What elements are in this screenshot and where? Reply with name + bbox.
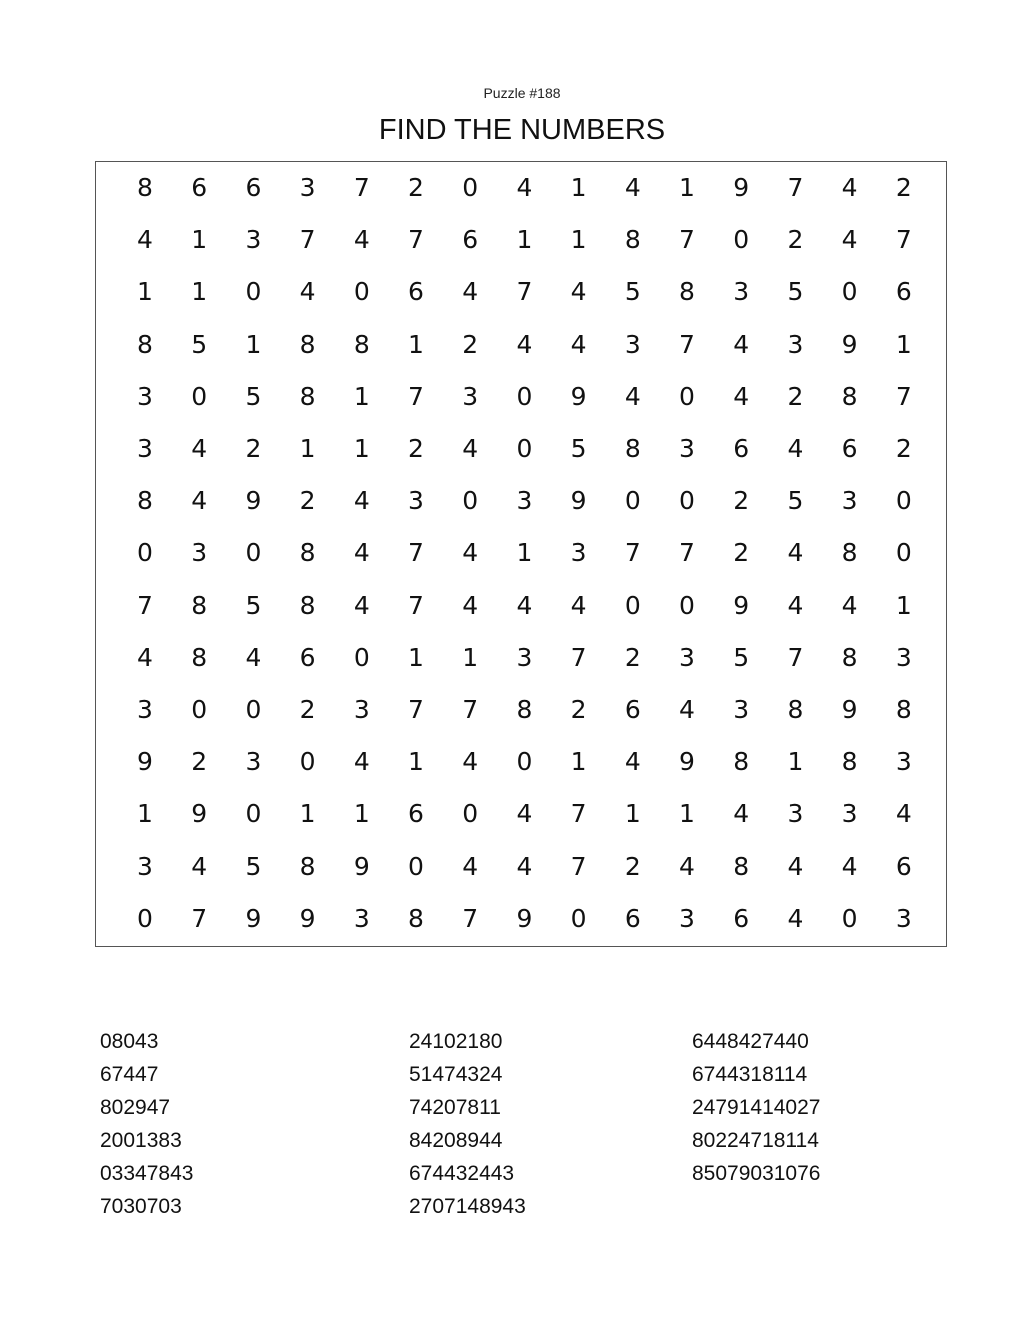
grid-cell[interactable]: 9 [191,799,208,829]
grid-cell[interactable]: 8 [191,642,208,672]
word-item: 7030703 [100,1195,182,1218]
grid-cell[interactable]: 4 [787,434,804,463]
grid-cell[interactable]: 6 [733,903,750,933]
grid-cell[interactable]: 3 [191,538,208,568]
grid-cell[interactable]: 5 [787,486,804,516]
grid-cell[interactable]: 2 [787,225,804,255]
grid-cell[interactable]: 9 [841,695,858,724]
grid-cell[interactable]: 0 [245,538,262,568]
grid-cell[interactable]: 0 [841,277,858,307]
grid-cell[interactable]: 3 [353,695,370,724]
grid-cell[interactable]: 2 [895,434,912,463]
word-item: 51474324 [409,1063,503,1086]
grid-cell[interactable]: 8 [895,695,912,724]
grid-cell[interactable]: 0 [462,799,479,829]
grid-cell[interactable]: 7 [408,590,424,620]
grid-cell[interactable]: 3 [624,329,641,359]
grid-cell[interactable]: 3 [895,642,912,672]
grid-cell[interactable]: 0 [353,642,370,672]
grid-row [96,527,946,579]
grid-cell[interactable]: 7 [408,381,424,411]
grid-cell[interactable]: 3 [516,642,533,672]
grid-cell[interactable]: 9 [679,747,695,777]
puzzle-number: Puzzle #188 [483,85,561,101]
grid-cell[interactable]: 8 [733,747,750,777]
grid-cell[interactable]: 8 [624,434,641,463]
word-item: 6744318114 [692,1063,808,1086]
word-item: 08043 [100,1030,159,1053]
grid-cell[interactable]: 2 [624,851,641,881]
grid-cell[interactable]: 5 [624,277,641,307]
grid-cell[interactable]: 8 [299,381,316,411]
grid-cell[interactable]: 4 [841,225,858,255]
grid-cell[interactable]: 3 [733,695,750,724]
grid-cell[interactable]: 4 [516,590,533,620]
grid-cell[interactable]: 4 [624,173,641,202]
grid-cell[interactable]: 1 [299,799,316,829]
grid-cell[interactable]: 4 [137,225,153,255]
grid-cell[interactable]: 4 [137,642,153,672]
grid-cell[interactable]: 0 [462,173,479,202]
grid-cell[interactable]: 0 [624,590,641,620]
grid-cell[interactable]: 4 [353,747,370,777]
grid-cell[interactable]: 3 [679,903,695,933]
grid-cell[interactable]: 0 [245,277,262,307]
grid-cell[interactable]: 1 [191,225,208,255]
grid-cell[interactable]: 9 [137,747,153,777]
grid-cell[interactable]: 9 [733,590,750,620]
grid-cell[interactable]: 2 [733,486,750,516]
grid-cell[interactable]: 6 [624,695,641,724]
grid-cell[interactable]: 3 [679,434,695,463]
grid-cell[interactable]: 3 [841,486,858,516]
grid-cell[interactable]: 3 [733,277,750,307]
grid-cell[interactable]: 0 [679,590,695,620]
grid-cell[interactable]: 2 [787,381,804,411]
grid-cell[interactable]: 3 [679,642,695,672]
grid-cell[interactable]: 5 [570,434,587,463]
grid-cell[interactable]: 1 [408,747,424,777]
grid-cell[interactable]: 8 [299,538,316,568]
grid-row [96,841,946,893]
grid-cell[interactable]: 3 [841,799,858,829]
grid-row [96,736,946,788]
grid-cell[interactable]: 6 [462,225,479,255]
grid-cell[interactable]: 9 [570,381,587,411]
grid-cell[interactable]: 2 [408,434,424,463]
word-item: 24791414027 [692,1096,821,1119]
grid-cell[interactable]: 0 [353,277,370,307]
grid-cell[interactable]: 7 [787,642,804,672]
grid-row [96,319,946,371]
grid-cell[interactable]: 7 [408,695,424,724]
grid-cell[interactable]: 0 [299,747,316,777]
grid-cell[interactable]: 8 [408,903,424,933]
grid-cell[interactable]: 8 [841,381,858,411]
grid-cell[interactable]: 6 [408,277,424,307]
grid-row [96,684,946,736]
grid-cell[interactable]: 0 [841,903,858,933]
grid-row [96,475,946,527]
grid-cell[interactable]: 1 [408,642,424,672]
grid-cell[interactable]: 1 [895,329,912,359]
grid-cell[interactable]: 6 [733,434,750,463]
grid-cell[interactable]: 0 [408,851,424,881]
grid-cell[interactable]: 7 [408,225,424,255]
grid-cell[interactable]: 1 [245,329,262,359]
grid-cell[interactable]: 0 [895,486,912,516]
grid-cell[interactable]: 3 [462,381,479,411]
grid-cell[interactable]: 3 [137,695,153,724]
grid-cell[interactable]: 9 [733,173,750,202]
grid-cell[interactable]: 6 [299,642,316,672]
grid-cell[interactable]: 5 [733,642,750,672]
grid-cell[interactable]: 4 [353,225,370,255]
grid-cell[interactable]: 8 [299,590,316,620]
grid-cell[interactable]: 2 [408,173,424,202]
grid-cell[interactable]: 9 [353,851,370,881]
grid-cell[interactable]: 0 [137,903,153,933]
grid-cell[interactable]: 7 [895,381,912,411]
grid-row [96,788,946,840]
grid-cell[interactable]: 8 [841,642,858,672]
grid-cell[interactable]: 1 [570,747,587,777]
number-search-grid [95,161,947,947]
grid-cell[interactable]: 4 [733,381,750,411]
grid-cell[interactable]: 8 [516,695,533,724]
grid-cell[interactable]: 4 [353,590,370,620]
grid-cell[interactable]: 3 [245,225,262,255]
grid-cell[interactable]: 5 [191,329,208,359]
grid-cell[interactable]: 1 [353,381,370,411]
word-list-column [692,1028,820,1193]
grid-cell[interactable]: 3 [516,486,533,516]
grid-cell[interactable]: 4 [787,538,804,568]
grid-cell[interactable]: 9 [841,329,858,359]
word-item: 67447 [100,1063,159,1086]
word-item: 6448427440 [692,1030,809,1053]
grid-cell[interactable]: 8 [841,747,858,777]
grid-row [96,893,946,945]
grid-cell[interactable]: 7 [191,903,208,933]
grid-cell[interactable]: 4 [841,173,858,202]
grid-cell[interactable]: 0 [624,486,641,516]
grid-cell[interactable]: 4 [624,381,641,411]
grid-cell[interactable]: 7 [570,799,587,829]
grid-cell[interactable]: 4 [462,277,479,307]
grid-cell[interactable]: 4 [353,486,370,516]
grid-cell[interactable]: 1 [137,277,153,307]
grid-cell[interactable]: 2 [299,695,316,724]
grid-cell[interactable]: 2 [570,695,587,724]
grid-cell[interactable]: 4 [299,277,316,307]
grid-cell[interactable]: 4 [516,329,533,359]
grid-cell[interactable]: 0 [137,538,153,568]
grid-cell[interactable]: 4 [624,747,641,777]
grid-cell[interactable]: 3 [787,799,804,829]
word-item: 2001383 [100,1129,182,1152]
grid-cell[interactable]: 4 [191,851,208,881]
page-title: FIND THE NUMBERS [378,114,666,146]
grid-cell[interactable]: 1 [353,799,370,829]
grid-cell[interactable]: 2 [191,747,208,777]
grid-cell[interactable]: 4 [570,329,587,359]
grid-cell[interactable]: 1 [895,590,912,620]
word-item: 80224718114 [692,1129,819,1152]
grid-row [96,371,946,423]
grid-cell[interactable]: 4 [733,329,750,359]
grid-cell[interactable]: 7 [462,903,479,933]
grid-cell[interactable]: 4 [245,642,262,672]
word-list-column [100,1028,193,1226]
grid-cell[interactable]: 2 [245,434,262,463]
grid-cell[interactable]: 8 [353,329,370,359]
grid-cell[interactable]: 5 [245,381,262,411]
grid-cell[interactable]: 7 [679,538,695,568]
grid-cell[interactable]: 3 [895,747,912,777]
grid-cell[interactable]: 9 [570,486,587,516]
grid-cell[interactable]: 4 [462,851,479,881]
grid-cell[interactable]: 4 [516,173,533,202]
grid-cell[interactable]: 4 [787,590,804,620]
grid-cell[interactable]: 0 [679,381,695,411]
word-item: 24102180 [409,1030,503,1053]
grid-cell[interactable]: 0 [570,903,587,933]
grid-cell[interactable]: 4 [516,851,533,881]
grid-cell[interactable]: 9 [299,903,316,933]
grid-cell[interactable]: 1 [516,538,533,568]
grid-cell[interactable]: 3 [299,173,316,202]
grid-cell[interactable]: 4 [462,434,479,463]
grid-cell[interactable]: 7 [787,173,804,202]
grid-cell[interactable]: 4 [191,486,208,516]
grid-cell[interactable]: 4 [733,799,750,829]
grid-cell[interactable]: 2 [624,642,641,672]
grid-cell[interactable]: 1 [137,799,153,829]
grid-cell[interactable]: 3 [895,903,912,933]
grid-cell[interactable]: 8 [787,695,804,724]
grid-cell[interactable]: 1 [570,173,587,202]
grid-cell[interactable]: 4 [570,277,587,307]
grid-cell[interactable]: 7 [624,538,641,568]
grid-cell[interactable]: 0 [733,225,750,255]
grid-cell[interactable]: 7 [895,225,912,255]
grid-cell[interactable]: 9 [245,903,262,933]
grid-cell[interactable]: 0 [679,486,695,516]
grid-cell[interactable]: 3 [137,381,153,411]
grid-cell[interactable]: 3 [245,747,262,777]
word-item: 74207811 [409,1096,501,1119]
grid-cell[interactable]: 8 [841,538,858,568]
word-item: 84208944 [409,1129,503,1152]
word-item: 03347843 [100,1162,194,1185]
grid-cell[interactable]: 4 [679,851,695,881]
grid-cell[interactable]: 4 [841,851,858,881]
grid-cell[interactable]: 0 [191,695,208,724]
word-item: 674432443 [409,1162,515,1185]
grid-cell[interactable]: 6 [408,799,424,829]
grid-row [96,214,946,266]
grid-row [96,423,946,475]
grid-cell[interactable]: 4 [516,799,533,829]
grid-cell[interactable]: 2 [299,486,316,516]
word-list-column [409,1028,526,1226]
grid-row [96,632,946,684]
grid-cell[interactable]: 8 [733,851,750,881]
grid-cell[interactable]: 0 [516,381,533,411]
grid-cell[interactable]: 2 [462,329,479,359]
grid-cell[interactable]: 2 [895,173,912,202]
grid-cell[interactable]: 4 [462,590,479,620]
grid-cell[interactable]: 8 [299,329,316,359]
grid-cell[interactable]: 4 [787,903,804,933]
grid-cell[interactable]: 4 [353,538,370,568]
grid-cell[interactable]: 9 [516,903,533,933]
grid-cell[interactable]: 7 [570,851,587,881]
grid-cell[interactable]: 6 [895,277,912,307]
grid-cell[interactable]: 3 [353,903,370,933]
grid-cell[interactable]: 1 [408,329,424,359]
grid-cell[interactable]: 4 [895,799,912,829]
grid-row [96,580,946,632]
grid-cell[interactable]: 8 [679,277,695,307]
grid-cell[interactable]: 0 [516,434,533,463]
grid-cell[interactable]: 3 [137,434,153,463]
grid-cell[interactable]: 7 [299,225,316,255]
word-item: 802947 [100,1096,171,1119]
grid-cell[interactable]: 5 [245,590,262,620]
grid-cell[interactable]: 3 [408,486,424,516]
grid-cell[interactable]: 6 [245,173,262,202]
grid-cell[interactable]: 1 [679,799,695,829]
grid-cell[interactable]: 1 [570,225,587,255]
grid-row [96,162,946,214]
grid-cell[interactable]: 8 [137,329,153,359]
grid-cell[interactable]: 8 [137,486,153,516]
grid-cell[interactable]: 0 [516,747,533,777]
grid-cell[interactable]: 3 [787,329,804,359]
grid-cell[interactable]: 7 [137,590,153,620]
grid-cell[interactable]: 1 [516,225,533,255]
grid-cell[interactable]: 4 [462,538,479,568]
grid-cell[interactable]: 8 [137,173,153,202]
grid-cell[interactable]: 1 [679,173,695,202]
grid-cell[interactable]: 1 [353,434,370,463]
grid-cell[interactable]: 4 [679,695,695,724]
grid-cell[interactable]: 7 [570,642,587,672]
word-item: 85079031076 [692,1162,821,1185]
grid-cell[interactable]: 1 [624,799,641,829]
grid-cell[interactable]: 7 [353,173,370,202]
grid-cell[interactable]: 0 [245,695,262,724]
grid-row [96,266,946,318]
grid-cell[interactable]: 1 [787,747,804,777]
grid-cell[interactable]: 8 [191,590,208,620]
grid-cell[interactable]: 0 [462,486,479,516]
grid-cell[interactable]: 3 [137,851,153,881]
grid-cell[interactable]: 6 [895,851,912,881]
grid-cell[interactable]: 4 [191,434,208,463]
grid-cell[interactable]: 9 [245,486,262,516]
grid-cell[interactable]: 1 [191,277,208,307]
grid-cell[interactable]: 8 [624,225,641,255]
grid-cell[interactable]: 4 [570,590,587,620]
word-item: 2707148943 [409,1195,526,1218]
grid-cell[interactable]: 7 [679,329,695,359]
grid-cell[interactable]: 5 [787,277,804,307]
grid-cell[interactable]: 0 [191,381,208,411]
grid-cell[interactable]: 6 [624,903,641,933]
grid-cell[interactable]: 1 [462,642,479,672]
grid-cell[interactable]: 3 [570,538,587,568]
grid-cell[interactable]: 1 [299,434,316,463]
grid-cell[interactable]: 7 [408,538,424,568]
grid-cell[interactable]: 5 [245,851,262,881]
grid-cell[interactable]: 7 [679,225,695,255]
grid-cell[interactable]: 6 [191,173,208,202]
grid-cell[interactable]: 0 [245,799,262,829]
grid-cell[interactable]: 2 [733,538,750,568]
grid-cell[interactable]: 7 [462,695,479,724]
grid-cell[interactable]: 4 [462,747,479,777]
grid-cell[interactable]: 6 [841,434,858,463]
grid-cell[interactable]: 4 [841,590,858,620]
grid-cell[interactable]: 4 [787,851,804,881]
grid-cell[interactable]: 0 [895,538,912,568]
grid-cell[interactable]: 8 [299,851,316,881]
grid-cell[interactable]: 7 [516,277,533,307]
